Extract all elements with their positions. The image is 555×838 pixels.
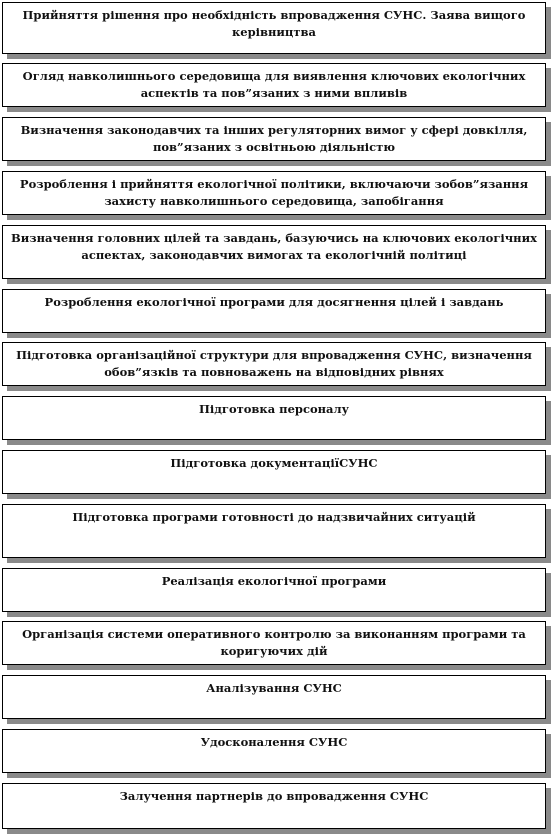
step-box-6 [2,289,546,333]
step-box-8 [2,396,546,440]
step-box-10 [2,504,546,558]
step-text-9: Підготовка документаціїСУНС [170,456,378,470]
step-text-7: Підготовка організаційної структури для впровадження СУНС, визначення обов”язків та повноважень на відповідних рівнях [16,348,532,379]
step-box-13 [2,675,546,719]
step-box-14 [2,729,546,773]
step-box-9 [2,450,546,494]
step-box-4 [2,171,546,215]
step-text-12: Організація системи оперативного контролю за виконанням програми та коригуючих дій [22,627,526,658]
step-box-7 [2,342,546,386]
step-text-15: Залучення партнерів до впровадження СУНС [119,789,429,803]
step-text-13: Аналізування СУНС [206,681,342,695]
step-text-11: Реалізація екологічної програми [161,574,387,588]
step-text-2: Огляд навколишнього середовища для виявлення ключових екологічних аспектів та пов”язаних з ними впливів [22,69,526,100]
step-box-3 [2,117,546,161]
step-text-14: Удосконалення СУНС [200,735,348,749]
step-text-4: Розроблення і прийняття екологічної політики, включаючи зобов”язання захисту навколишнього середовища, запобігання [19,177,529,208]
step-box-11 [2,568,546,612]
step-box-1 [2,2,546,54]
step-box-15 [2,783,546,829]
step-text-1: Прийняття рішення про необхідність впровадження СУНС. Заява вищого керівництва [22,8,526,39]
step-text-8: Підготовка персоналу [199,402,349,416]
step-text-6: Розроблення екологічної програми для досягнення цілей і завдань [44,295,504,309]
step-box-5 [2,225,546,279]
step-box-2 [2,63,546,107]
step-text-5: Визначення головних цілей та завдань, базуючись на ключових екологічних аспектах, законодавчих вимогах та екологічній політиці [11,231,537,262]
step-text-10: Підготовка програми готовності до надзвичайних ситуацій [72,510,476,524]
step-text-3: Визначення законодавчих та інших регуляторних вимог у сфері довкілля, пов”язаних з освітньою діяльністю [20,123,528,154]
step-box-12 [2,621,546,665]
